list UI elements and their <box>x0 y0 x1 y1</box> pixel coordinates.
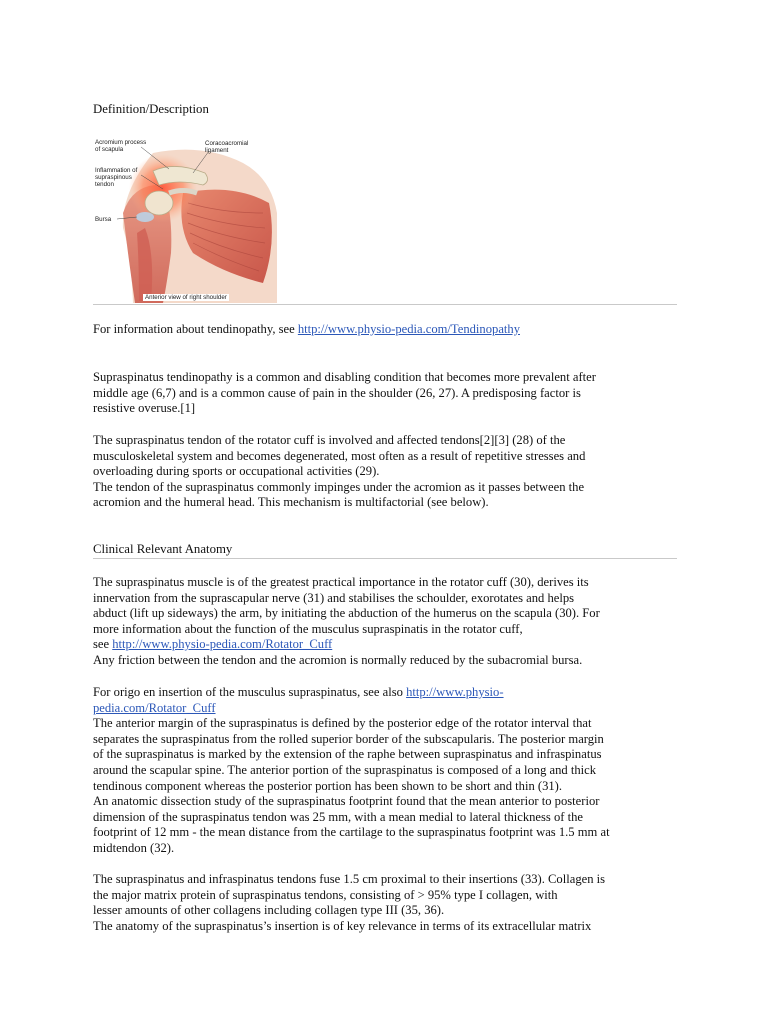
text-line: acromion and the humeral head. This mechanism is multifactorial (see below). <box>93 495 489 510</box>
text-line: innervation from the suprascapular nerve (31) and stabilises the schoulder, exorotates and helps <box>93 590 575 605</box>
text-line: musculoskeletal system and becomes degenerated, most often as a result of repetitive stresses and <box>93 448 586 463</box>
text-line: overloading during sports or occupational activities (29). <box>93 464 380 479</box>
origin-prefix: For origo en insertion of the musculus supraspinatus, see also <box>93 685 407 699</box>
text-line: midtendon (32). <box>93 840 175 855</box>
label-inflammation-line1: Inflammation of <box>95 167 138 174</box>
text-line: tendinous component whereas the posterior portion has been shown to be short and thin (31). <box>93 778 563 793</box>
info-line <box>93 322 677 338</box>
text-line: of the supraspinatus is marked by the extension of the raphe between supraspinatus and infraspinatus <box>93 747 602 762</box>
label-inflammation-line3: tendon <box>95 181 114 188</box>
paragraph-supraspinatus-muscle <box>93 575 677 669</box>
section-heading-definition: Definition/Description <box>93 102 209 116</box>
divider-section1 <box>93 304 677 305</box>
tendinopathy-link[interactable]: http://www.physio-pedia.com/Tendinopathy <box>297 322 520 336</box>
tendinopathy-info-paragraph <box>93 322 677 338</box>
paragraph-insertion <box>93 685 677 857</box>
shoulder-anatomy-figure <box>93 133 277 303</box>
text-line: The anatomy of the supraspinatus’s insertion is of key relevance in terms of its extracellular matrix <box>93 918 592 933</box>
info-prefix: For information about tendinopathy, see <box>93 322 298 336</box>
text-line: Any friction between the tendon and the acromion is normally reduced by the subacromial bursa. <box>93 652 583 667</box>
text-line: The anterior margin of the supraspinatus is defined by the posterior edge of the rotator interval that <box>93 716 592 731</box>
text-line: separates the supraspinatus from the rolled superior border of the subscapularis. The posterior margin <box>93 731 604 746</box>
text-line: dimension of the supraspinatus tendon was 25 mm, with a mean medial to lateral thickness of the <box>93 809 584 824</box>
label-inflammation-line2: supraspinous <box>95 174 132 181</box>
text-line: abduct (lift up sideways) the arm, by initiating the abduction of the humerus on the scapula (30). For <box>93 606 600 621</box>
label-bursa: Bursa <box>95 216 112 223</box>
see-prefix: see <box>93 637 113 652</box>
text-line: footprint of 12 mm - the mean distance from the cartilage to the supraspinatus footprint was 1.5 mm at <box>93 825 610 840</box>
text-line: lesser amounts of other collagens including collagen type III (35, 36). <box>93 903 445 918</box>
text-line: Supraspinatus tendinopathy is a common and disabling condition that becomes more prevalent after <box>93 370 596 384</box>
text-line: more information about the function of the musculus supraspinatis in the rotator cuff, <box>93 621 523 636</box>
paragraph-degeneration <box>93 433 677 511</box>
section-heading-anatomy: Clinical Relevant Anatomy <box>93 542 233 556</box>
text-line: the major matrix protein of supraspinatus tendons, consisting of > 95% type I collagen, with <box>93 887 558 902</box>
rotator-cuff-link[interactable]: http://www.physio-pedia.com/Rotator_Cuff <box>112 637 333 652</box>
text-line: resistive overuse.[1] <box>93 401 196 416</box>
divider-section2 <box>93 558 677 559</box>
rotator-cuff-link-part1[interactable]: http://www.physio- <box>406 685 504 699</box>
text-line: An anatomic dissection study of the supraspinatus footprint found that the mean anterior to posterior <box>93 794 600 809</box>
paragraph-collagen <box>93 872 677 934</box>
paragraph-prevalence <box>93 370 677 417</box>
text-line: around the scapular spine. The anterior portion of the supraspinatus is composed of a long and thick <box>93 762 597 777</box>
shoulder-illustration <box>93 133 277 303</box>
figure-caption: Anterior view of right shoulder <box>145 294 227 301</box>
text-line: middle age (6,7) and is a common cause of pain in the shoulder (26, 27). A predisposing factor is <box>93 385 581 400</box>
text-line: The tendon of the supraspinatus commonly impinges under the acromion as it passes between the <box>93 479 585 494</box>
label-coracoacromial-line2: ligament <box>205 147 229 154</box>
origin-insertion-link-line <box>93 701 677 717</box>
see-rotator-cuff-line <box>93 637 677 653</box>
text-line: The supraspinatus tendon of the rotator cuff is involved and affected tendons[2][3] (28) of the <box>93 433 566 447</box>
rotator-cuff-link-part2[interactable]: pedia.com/Rotator_Cuff <box>93 700 216 715</box>
text-line: The supraspinatus and infraspinatus tendons fuse 1.5 cm proximal to their insertions (33). Collagen is <box>93 872 606 886</box>
label-coracoacromial-line1: Coracoacromial <box>205 140 249 147</box>
text-line: The supraspinatus muscle is of the greatest practical importance in the rotator cuff (30), derives its <box>93 575 589 589</box>
label-acromion-line2: of scapula <box>95 146 124 153</box>
label-acromion-line1: Acromium process <box>95 139 147 146</box>
origin-insertion-line <box>93 685 677 701</box>
